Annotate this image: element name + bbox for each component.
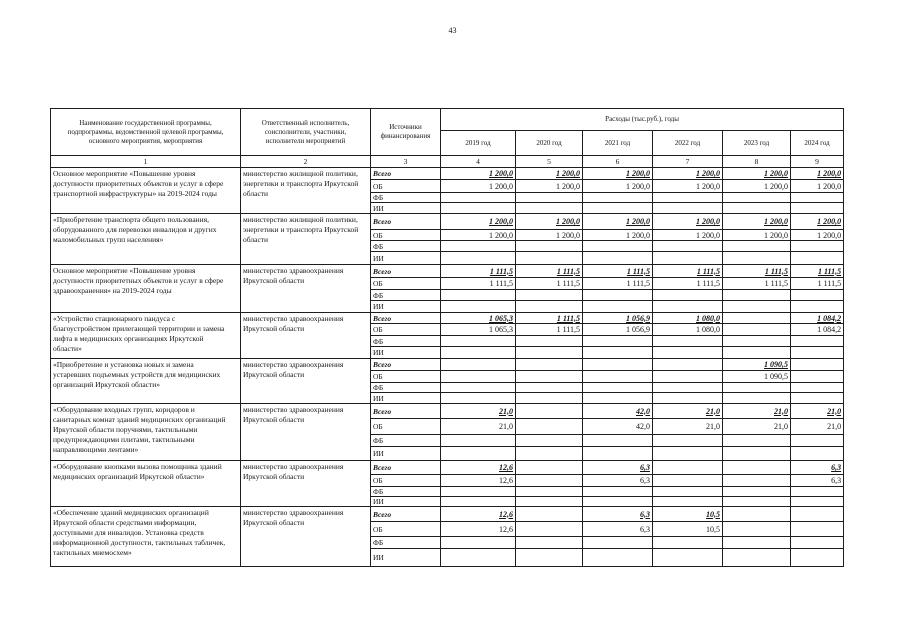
amount-cell (791, 549, 844, 567)
amount-cell (516, 487, 583, 497)
amount-cell (791, 252, 844, 265)
amount-cell (723, 393, 791, 404)
amount-cell (723, 447, 791, 461)
amount-cell (441, 435, 516, 447)
funding-source-cell: ФБ (371, 537, 441, 549)
executor-cell: министерство здравоохранения Иркутской области (241, 507, 371, 567)
amount-cell: 1 200,0 (791, 168, 844, 180)
amount-cell (653, 203, 723, 214)
amount-cell: 1 200,0 (441, 230, 516, 241)
amount-cell (723, 241, 791, 252)
funding-source-cell: ОБ (371, 522, 441, 537)
amount-cell (723, 290, 791, 301)
funding-source-cell: ИИ (371, 301, 441, 313)
funding-source-cell: ИИ (371, 393, 441, 404)
amount-cell (723, 522, 791, 537)
amount-cell (791, 435, 844, 447)
amount-cell (653, 193, 723, 203)
activity-row (51, 265, 844, 278)
amount-cell (653, 347, 723, 359)
amount-cell (653, 461, 723, 475)
amount-cell (791, 193, 844, 203)
amount-cell: 1 111,5 (516, 324, 583, 336)
amount-cell (441, 447, 516, 461)
amount-cell: 6,3 (583, 507, 653, 522)
amount-cell (516, 475, 583, 487)
funding-source-cell: ОБ (371, 230, 441, 241)
executor-cell: министерство здравоохранения Иркутской области (241, 265, 371, 313)
amount-cell (791, 203, 844, 214)
amount-cell (516, 359, 583, 371)
amount-cell (653, 549, 723, 567)
amount-cell: 1 111,5 (583, 278, 653, 290)
funding-source-cell: ИИ (371, 497, 441, 507)
amount-cell (583, 241, 653, 252)
amount-cell (583, 347, 653, 359)
column-number: 2 (241, 156, 371, 168)
amount-cell (723, 549, 791, 567)
funding-source-cell: ОБ (371, 324, 441, 336)
amount-cell: 1 200,0 (583, 214, 653, 230)
amount-cell (516, 461, 583, 475)
amount-cell (583, 497, 653, 507)
amount-cell (516, 301, 583, 313)
amount-cell: 1 056,9 (583, 324, 653, 336)
table-header (51, 109, 844, 168)
amount-cell (583, 193, 653, 203)
executor-cell: министерство здравоохранения Иркутской области (241, 461, 371, 507)
header-year: 2024 год (791, 131, 844, 156)
funding-source-cell: ИИ (371, 347, 441, 359)
funding-source-cell: ОБ (371, 278, 441, 290)
amount-cell: 1 200,0 (653, 180, 723, 193)
executor-cell: министерство жилищной политики, энергетики и транспорта Иркутской области (241, 168, 371, 214)
amount-cell (583, 359, 653, 371)
amount-cell: 1 200,0 (791, 230, 844, 241)
amount-cell: 6,3 (583, 475, 653, 487)
header-year: 2021 год (583, 131, 653, 156)
amount-cell (723, 475, 791, 487)
amount-cell (791, 522, 844, 537)
amount-cell (653, 383, 723, 393)
amount-cell (791, 290, 844, 301)
amount-cell (723, 487, 791, 497)
amount-cell (791, 301, 844, 313)
amount-cell: 1 111,5 (441, 278, 516, 290)
amount-cell (516, 347, 583, 359)
funding-source-cell: Всего (371, 359, 441, 371)
amount-cell (516, 549, 583, 567)
header-year: 2022 год (653, 131, 723, 156)
header-executor: Ответственный исполнитель, соисполнители, участники, исполнители мероприятий (241, 109, 371, 156)
funding-source-cell: Всего (371, 313, 441, 324)
amount-cell: 21,0 (441, 419, 516, 435)
amount-cell: 1 200,0 (653, 168, 723, 180)
amount-cell: 1 200,0 (791, 180, 844, 193)
amount-cell (516, 252, 583, 265)
header-year: 2023 год (723, 131, 791, 156)
amount-cell (791, 371, 844, 383)
amount-cell (441, 487, 516, 497)
amount-cell: 1 080,0 (653, 324, 723, 336)
amount-cell (653, 290, 723, 301)
amount-cell (516, 497, 583, 507)
funding-source-cell: Всего (371, 214, 441, 230)
amount-cell (516, 336, 583, 347)
amount-cell: 10,5 (653, 522, 723, 537)
amount-cell (441, 193, 516, 203)
funding-source-cell: ОБ (371, 419, 441, 435)
amount-cell (516, 522, 583, 537)
activity-name-cell: «Приобретение и установка новых и замена устаревших подъемных устройств для медицинских организаций Иркутской области» (51, 359, 241, 404)
amount-cell (653, 371, 723, 383)
funding-source-cell: Всего (371, 461, 441, 475)
amount-cell: 1 200,0 (791, 214, 844, 230)
amount-cell (653, 435, 723, 447)
amount-cell (583, 371, 653, 383)
funding-source-cell: ОБ (371, 475, 441, 487)
amount-cell (516, 241, 583, 252)
amount-cell: 6,3 (583, 522, 653, 537)
amount-cell (723, 203, 791, 214)
activity-row (51, 404, 844, 419)
activity-row (51, 313, 844, 324)
amount-cell: 1 065,3 (441, 313, 516, 324)
amount-cell (516, 371, 583, 383)
amount-cell (723, 301, 791, 313)
amount-cell (583, 447, 653, 461)
amount-cell (516, 507, 583, 522)
amount-cell (441, 497, 516, 507)
amount-cell (516, 447, 583, 461)
amount-cell: 1 200,0 (653, 214, 723, 230)
amount-cell: 1 200,0 (583, 168, 653, 180)
amount-cell: 1 200,0 (723, 230, 791, 241)
page-number: 43 (448, 26, 457, 35)
amount-cell (583, 203, 653, 214)
amount-cell: 1 111,5 (653, 278, 723, 290)
activity-row (51, 461, 844, 475)
activity-row (51, 359, 844, 371)
amount-cell (723, 193, 791, 203)
amount-cell (516, 393, 583, 404)
amount-cell (723, 324, 791, 336)
amount-cell: 42,0 (583, 404, 653, 419)
amount-cell (441, 347, 516, 359)
funding-source-cell: ФБ (371, 193, 441, 203)
amount-cell (791, 393, 844, 404)
funding-source-cell: ФБ (371, 241, 441, 252)
amount-cell (583, 487, 653, 497)
activity-row (51, 507, 844, 522)
amount-cell: 1 111,5 (441, 265, 516, 278)
amount-cell: 10,5 (653, 507, 723, 522)
amount-cell (441, 290, 516, 301)
funding-source-cell: Всего (371, 168, 441, 180)
amount-cell: 12,6 (441, 522, 516, 537)
amount-cell: 1 056,9 (583, 313, 653, 324)
amount-cell (516, 203, 583, 214)
activity-row (51, 214, 844, 230)
amount-cell (791, 336, 844, 347)
header-funding-sources: Источники финансирования (371, 109, 441, 156)
amount-cell (653, 252, 723, 265)
funding-source-cell: Всего (371, 507, 441, 522)
amount-cell (723, 435, 791, 447)
amount-cell (441, 301, 516, 313)
amount-cell (516, 290, 583, 301)
amount-cell (653, 447, 723, 461)
amount-cell (516, 537, 583, 549)
amount-cell (791, 537, 844, 549)
activity-name-cell: «Приобретение транспорта общего пользования, оборудованного для перевозки инвалидов и других маломобильных групп населения» (51, 214, 241, 265)
amount-cell (583, 383, 653, 393)
funding-source-cell: ОБ (371, 371, 441, 383)
amount-cell (791, 497, 844, 507)
amount-cell (583, 301, 653, 313)
amount-cell (653, 475, 723, 487)
funding-source-cell: ИИ (371, 203, 441, 214)
amount-cell: 21,0 (791, 419, 844, 435)
activity-name-cell: «Оборудование входных групп, коридоров и санитарных комнат зданий медицинских организаций Иркутской области поручнями, тактильными предупреждающими плитами, тактильными направляющими лентами» (51, 404, 241, 461)
amount-cell: 12,6 (441, 461, 516, 475)
amount-cell (723, 497, 791, 507)
amount-cell (791, 347, 844, 359)
header-year: 2019 год (441, 131, 516, 156)
executor-cell: министерство жилищной политики, энергетики и транспорта Иркутской области (241, 214, 371, 265)
amount-cell: 1 200,0 (723, 180, 791, 193)
amount-cell (791, 507, 844, 522)
amount-cell: 1 084,2 (791, 313, 844, 324)
amount-cell (653, 537, 723, 549)
executor-cell: министерство здравоохранения Иркутской области (241, 313, 371, 359)
column-number: 9 (791, 156, 844, 168)
amount-cell: 1 065,3 (441, 324, 516, 336)
activity-name-cell: Основное мероприятие «Повышение уровня доступности приоритетных объектов и услуг в сфере здравоохранения» на 2019-2024 годы (51, 265, 241, 313)
amount-cell (723, 507, 791, 522)
amount-cell: 1 080,0 (653, 313, 723, 324)
activity-name-cell: «Устройство стационарного пандуса с благоустройством прилегающей территории и замена лифта в медицинских организациях Иркутской области» (51, 313, 241, 359)
amount-cell (791, 487, 844, 497)
amount-cell: 1 200,0 (723, 214, 791, 230)
amount-cell (441, 549, 516, 567)
table-body (51, 168, 844, 567)
funding-source-cell: Всего (371, 404, 441, 419)
amount-cell (723, 537, 791, 549)
amount-cell: 1 200,0 (441, 180, 516, 193)
amount-cell: 6,3 (791, 475, 844, 487)
amount-cell: 1 111,5 (516, 265, 583, 278)
header-expenses: Расходы (тыс.руб.), годы (441, 109, 844, 131)
column-number: 3 (371, 156, 441, 168)
amount-cell (723, 461, 791, 475)
amount-cell (653, 336, 723, 347)
amount-cell: 1 200,0 (583, 180, 653, 193)
executor-cell: министерство здравоохранения Иркутской области (241, 359, 371, 404)
funding-source-cell: ОБ (371, 180, 441, 193)
amount-cell (441, 336, 516, 347)
amount-cell (583, 435, 653, 447)
amount-cell (583, 252, 653, 265)
activity-name-cell: «Оборудование кнопками вызова помощника зданий медицинских организаций Иркутской области» (51, 461, 241, 507)
funding-source-cell: ИИ (371, 549, 441, 567)
header-year: 2020 год (516, 131, 583, 156)
funding-source-cell: ФБ (371, 336, 441, 347)
amount-cell: 12,6 (441, 507, 516, 522)
amount-cell: 21,0 (653, 404, 723, 419)
column-number: 5 (516, 156, 583, 168)
amount-cell (723, 313, 791, 324)
amount-cell: 1 111,5 (791, 278, 844, 290)
amount-cell: 1 200,0 (516, 214, 583, 230)
amount-cell (516, 404, 583, 419)
amount-cell (583, 393, 653, 404)
amount-cell: 1 200,0 (441, 168, 516, 180)
amount-cell: 21,0 (653, 419, 723, 435)
amount-cell: 1 111,5 (653, 265, 723, 278)
amount-cell: 21,0 (723, 404, 791, 419)
amount-cell: 1 084,2 (791, 324, 844, 336)
funding-source-cell: ФБ (371, 435, 441, 447)
amount-cell (653, 393, 723, 404)
amount-cell (583, 336, 653, 347)
amount-cell (653, 241, 723, 252)
column-number: 1 (51, 156, 241, 168)
column-number: 4 (441, 156, 516, 168)
amount-cell (791, 241, 844, 252)
amount-cell: 1 090,5 (723, 371, 791, 383)
amount-cell (583, 537, 653, 549)
amount-cell (441, 359, 516, 371)
amount-cell (583, 549, 653, 567)
amount-cell: 1 111,5 (723, 278, 791, 290)
amount-cell: 1 111,5 (791, 265, 844, 278)
funding-source-cell: ИИ (371, 252, 441, 265)
funding-source-cell: ИИ (371, 447, 441, 461)
amount-cell (441, 383, 516, 393)
amount-cell (723, 336, 791, 347)
activity-name-cell: Основное мероприятие «Повышение уровня доступности приоритетных объектов и услуг в сфере транспортной инфраструктуры» на 2019-2024 годы (51, 168, 241, 214)
amount-cell (516, 383, 583, 393)
amount-cell (723, 383, 791, 393)
amount-cell: 1 111,5 (516, 278, 583, 290)
amount-cell (441, 537, 516, 549)
column-number: 6 (583, 156, 653, 168)
amount-cell (791, 447, 844, 461)
amount-cell: 1 111,5 (723, 265, 791, 278)
amount-cell: 1 200,0 (583, 230, 653, 241)
amount-cell: 12,6 (441, 475, 516, 487)
amount-cell: 42,0 (583, 419, 653, 435)
amount-cell: 1 200,0 (723, 168, 791, 180)
amount-cell: 1 200,0 (441, 214, 516, 230)
activity-row (51, 168, 844, 180)
executor-cell: министерство здравоохранения Иркутской области (241, 404, 371, 461)
amount-cell: 1 200,0 (653, 230, 723, 241)
amount-cell (653, 487, 723, 497)
amount-cell (791, 383, 844, 393)
column-number: 7 (653, 156, 723, 168)
header-activity-name: Наименование государственной программы, подпрограммы, ведомственной целевой программы, основного мероприятия, мероприятия (51, 109, 241, 156)
funding-source-cell: ФБ (371, 290, 441, 301)
funding-source-cell: Всего (371, 265, 441, 278)
amount-cell: 1 111,5 (583, 265, 653, 278)
amount-cell: 1 111,5 (516, 313, 583, 324)
amount-cell: 21,0 (723, 419, 791, 435)
amount-cell: 1 200,0 (516, 168, 583, 180)
amount-cell: 6,3 (791, 461, 844, 475)
amount-cell (723, 347, 791, 359)
amount-cell: 1 090,5 (723, 359, 791, 371)
amount-cell: 6,3 (583, 461, 653, 475)
amount-cell: 1 200,0 (516, 230, 583, 241)
amount-cell: 21,0 (441, 404, 516, 419)
column-number: 8 (723, 156, 791, 168)
amount-cell: 21,0 (791, 404, 844, 419)
funding-source-cell: ФБ (371, 487, 441, 497)
amount-cell (516, 419, 583, 435)
amount-cell (441, 393, 516, 404)
amount-cell (441, 241, 516, 252)
budget-table (50, 108, 844, 567)
amount-cell: 1 200,0 (516, 180, 583, 193)
amount-cell (441, 203, 516, 214)
funding-source-cell: ФБ (371, 383, 441, 393)
amount-cell (791, 359, 844, 371)
column-numbers-row (51, 156, 844, 168)
activity-name-cell: «Обеспечение зданий медицинских организаций Иркутской области средствами информации, доступными для инвалидов. Установка средств информационной доступности, тактильных табличек, тактильных мнемосхем» (51, 507, 241, 567)
amount-cell (723, 252, 791, 265)
amount-cell (653, 301, 723, 313)
amount-cell (516, 435, 583, 447)
amount-cell (516, 193, 583, 203)
amount-cell (653, 497, 723, 507)
header-row (51, 109, 844, 131)
amount-cell (653, 359, 723, 371)
amount-cell (441, 252, 516, 265)
amount-cell (441, 371, 516, 383)
amount-cell (583, 290, 653, 301)
